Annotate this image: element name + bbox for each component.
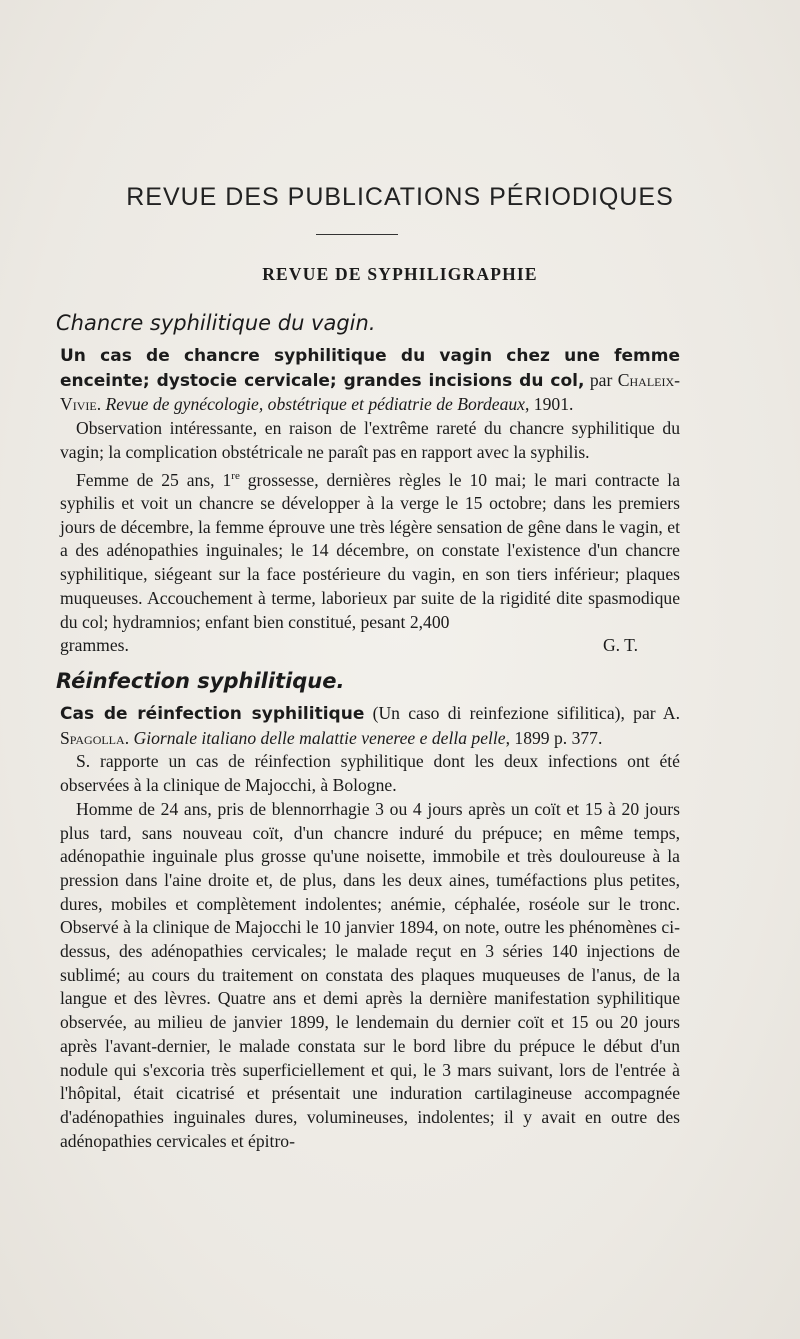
article1-year: , 1901.: [525, 394, 574, 415]
article1-paragraph-1: Observation intéressante, en raison de l'extrême rareté du chancre syphilitique du vagin; la complication obstétricale ne paraît pas en rapport avec la syphilis.: [60, 418, 680, 462]
article2-journal: Giornale italiano delle malattie veneree e della pelle: [133, 727, 506, 748]
article2-author: Spagolla: [60, 727, 125, 748]
article2-heading: [60, 702, 680, 750]
page-title: REVUE DES PUBLICATIONS PÉRIODIQUES: [126, 183, 674, 211]
article1-p2-body: grossesse, dernières règles le 10 mai; le mari contracte la syphilis et voit un chancre se développer à la verge le 15 octobre; dans les premiers jours de décembre, la femme éprouve une très légère sensation de gêne dans le vagin, et a des adénopathies inguinales; le 14 décembre, on constate l'existence d'un chancre syphilitique, siégeant sur la face postérieure du vagin, en son tiers inférieur; plaques muqueuses. Accouchement à terme, laborieux par suite de la rigidité dite spasmodique du col; hydramnios; enfant bien constitué, pesant 2,400: [60, 469, 681, 632]
article1-heading: [60, 344, 680, 417]
article1-p2-start: Femme de 25 ans, 1: [76, 469, 232, 490]
article1-signature: G. T.: [602, 635, 638, 656]
article1-sep: .: [96, 394, 106, 415]
article2-sep: .: [124, 727, 134, 748]
rubric-reinfection: Réinfection syphilitique.: [56, 669, 345, 693]
section-title: REVUE DE SYPHILIGRAPHIE: [262, 264, 538, 284]
article1-p2-sup: re: [231, 469, 240, 482]
article1-paragraph-2: [60, 465, 680, 635]
article1-signature-line: [60, 634, 680, 658]
title-divider: [316, 234, 398, 235]
article1-journal: Revue de gynécologie, obstétrique et pédiatrie de Bordeaux: [105, 394, 525, 415]
article2-paragraph-2: Homme de 24 ans, pris de blennorrhagie 3 ou 4 jours après un coït et 15 à 20 jours plus tard, sans nouveau coït, d'un chancre induré du prépuce; en même temps, adénopathie inguinale plus grosse qu'une noisette, immobile et très douloureuse à la pression dans l'aine droite et, de plus, dans les deux aines, tuméfactions plus petites, dures, mobiles et complètement indolentes; anémie, céphalée, roséole sur le tronc. Observé à la clinique de Majocchi le 10 janvier 1894, on note, outre les phénomènes ci-dessus, des adénopathies cervicales; le malade reçut en 3 séries 140 injections de sublimé; au cours du traitement on constata des plaques muqueuses de l'anus, de la langue et des lèvres. Quatre ans et demi après la dernière manifestation syphilitique observée, au milieu de janvier 1899, le lendemain du dernier coït et 15 ou 20 jours après l'avant-dernier, le malade constata sur le bord libre du prépuce le début d'un nodule qui s'excoria très superficiellement et qui, le 3 mars suivant, lors de l'entrée à l'hôpital, était cicatrisé et présentait une induration cartilagineuse accompagnée d'adénopathies inguinales dures, volumineuses, indolentes; il y avait en outre des adénopathies cervicales et épitro-: [60, 798, 680, 1151]
article2-year: , 1899 p. 377.: [505, 727, 603, 748]
article1-by: par: [584, 369, 618, 390]
article2-paragraph-1: S. rapporte un cas de réinfection syphilitique dont les deux infections ont été observées à la clinique de Majocchi, à Bologne.: [60, 751, 680, 796]
article1-author: Chaleix-Vivie: [60, 369, 680, 415]
article2-orig: (Un caso di reinfezione sifilitica), par A.: [364, 703, 681, 723]
article-body: [56, 308, 681, 1153]
article1-title: Un cas de chancre syphilitique du vagin chez une femme enceinte; dystocie cervicale; grandes incisions du col,: [60, 346, 680, 391]
article2-title: Cas de réinfection syphilitique: [60, 704, 365, 724]
article1-p2-end: grammes.: [60, 635, 129, 656]
rubric-chancre: Chancre syphilitique du vagin.: [56, 311, 376, 335]
